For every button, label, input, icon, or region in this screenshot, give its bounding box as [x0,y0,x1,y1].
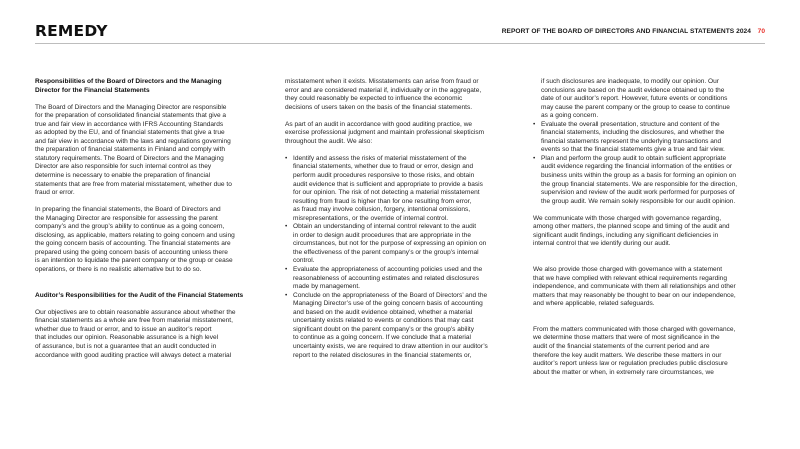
text-line: circumstances, but not for the purpose of expressing an opinion on [293,240,487,248]
text-line: auditor’s report unless law or regulation precludes public disclosure [533,360,728,368]
paragraph [533,326,764,377]
text-line: may cause the parent company or the group to cease to continue [541,103,730,111]
bullet-item [285,223,509,266]
text-line: that we have complied with relevant ethical requirements regarding [533,274,727,282]
bullet-icon: • [533,154,536,162]
text-line: audit evidence regarding the financial information of the entities or [541,163,733,171]
text-line: business units within the group as a basis for forming an opinion on [541,172,737,180]
text-line: conclusions are based on the audit evidence obtained up to the [541,86,725,94]
text-line: Director are also responsible for such internal control as they [35,163,212,171]
text-line: financial statements, including the disclosures, and whether the [541,129,725,137]
text-line: they could reasonably be expected to influence the economic [285,95,463,103]
text-line: Plan and perform the group audit to obtain sufficient appropriate [541,154,727,162]
text-line: Director for the Financial Statements [35,86,150,94]
text-line: independence, and communicate with them all relationships and other [533,283,736,291]
paragraph [533,215,764,249]
spacer [35,95,265,104]
text-line: and based on the audit evidence obtained, whether a material [293,308,473,316]
text-column-left [35,78,265,360]
text-line: misstatement when it exists. Misstatements can arise from fraud or [285,78,479,85]
section-heading [35,78,265,95]
paragraph [533,266,764,309]
paragraph [35,104,265,198]
text-line: resulting from fraud is higher than for one resulting from error, [293,197,472,205]
spacer [35,283,265,292]
text-line: In preparing the financial statements, the Board of Directors and [35,206,221,214]
text-line: report to the related disclosures in the financial statements or, [293,351,472,359]
bullet-icon: • [533,120,536,128]
text-line: uncertainty exists, we are required to draw attention in our auditor’s [293,342,488,350]
text-line: as fraud may involve collusion, forgery, intentional omissions, [293,206,471,214]
text-line: made by management. [293,283,360,291]
spacer [533,257,764,266]
text-line: statutory requirements. The Board of Directors and the Managing [35,154,224,162]
text-line: statements that are free from material misstatement, whether due to [35,180,232,188]
spacer [35,198,265,207]
text-line: throughout the audit. We also: [285,137,373,145]
text-line: Conclude on the appropriateness of the Board of Directors’ and the [293,291,488,299]
text-line: prepared using the going concern basis of accounting unless there [35,248,228,256]
text-column-middle [285,78,509,360]
text-line: true and fair view in accordance with IFRS Accounting Standards [35,120,224,128]
bullet-item [285,266,509,292]
spacer [533,249,764,258]
text-line: Responsibilities of the Board of Directors and the Managing [35,78,222,85]
report-title: REPORT OF THE BOARD OF DIRECTORS AND FINANCIAL STATEMENTS 2024 [501,28,751,35]
text-line: accordance with good auditing practice will always detect a material [35,351,232,359]
text-line: Managing Director’s use of the going concern basis of accounting [293,300,483,308]
page-header [35,20,765,44]
text-line: error and are considered material if, individually or in the aggregate, [285,86,482,94]
text-line: From the matters communicated with those charged with governance, [533,325,736,333]
text-line: control. [293,257,315,265]
text-line: the Managing Director are responsible for assessing the parent [35,214,218,222]
paragraph [35,309,265,360]
text-line: whether due to fraud or error, and to issue an auditor’s report [35,325,212,333]
bullet-continuation [533,78,764,121]
spacer [533,309,764,318]
text-line: of assurance, but is not a guarantee that an audit conducted in [35,342,217,350]
text-line: in order to design audit procedures that are appropriate in the [293,231,471,239]
text-line: financial statements represent the underlying transactions and [541,137,722,145]
spacer [533,317,764,326]
text-line: exercise professional judgment and maintain professional skepticism [285,129,485,137]
text-line: audit evidence that is sufficient and appropriate to provide a basis [293,180,483,188]
bullet-item [533,121,764,155]
text-line: financial statements, whether due to fraud or error, design and [293,163,474,171]
text-line: the group audit. We remain solely responsible for our audit opinion. [541,197,736,205]
text-line: and where applicable, related safeguards. [533,300,655,308]
text-line: financial statements as a whole are free from material misstatement, [35,317,233,325]
text-line: significant audit findings, including any significant deficiencies in [533,231,719,239]
text-line: Auditor’s Responsibilities for the Audit of the Financial Statements [35,291,244,299]
text-line: among other matters, the planned scope and timing of the audit and [533,223,730,231]
text-line: audit of the financial statements of the current period and are [533,342,710,350]
text-line: Our objectives are to obtain reasonable assurance about whether the [35,308,236,316]
bullet-item [285,292,509,360]
text-line: therefore the key audit matters. We describe these matters in our [533,351,722,359]
text-line: to continue as a going concern. If we conclude that a material [293,334,471,342]
text-line: that includes our opinion. Reasonable assurance is a high level [35,334,219,342]
company-logo: REMEDY [35,22,108,40]
paragraph [285,78,509,112]
text-line: significant doubt on the parent company’s or the group’s ability [293,325,475,333]
text-line: matters that may reasonably be thought to bear on our independence, [533,291,736,299]
text-line: we determine those matters that were of most significance in the [533,334,720,342]
text-line: disclosing, as applicable, matters relating to going concern and using [35,231,235,239]
text-line: decisions of users taken on the basis of the financial statements. [285,103,473,111]
text-line: for our opinion. The risk of not detecting a material misstatement [293,189,480,197]
text-line: Evaluate the overall presentation, structure and content of the [541,120,720,128]
text-line: and fair view in accordance with the laws and regulations governing [35,137,231,145]
paragraph [35,206,265,274]
text-line: supervision and review of the audit work performed for purposes of [541,189,735,197]
text-line: perform audit procedures responsive to those risks, and obtain [293,172,475,180]
spacer [285,112,509,121]
header-divider [35,43,765,44]
text-line: operations, or there is no realistic alternative but to do so. [35,266,202,274]
text-line: internal control that we identify during our audit. [533,240,671,248]
text-line: the effectiveness of the parent company’s or the group’s internal [293,248,479,256]
text-line: the group financial statements. We are responsible for the direction, [541,180,738,188]
bullet-item [285,155,509,223]
text-line: about the matter or when, in extremely rare circumstances, we [533,368,714,376]
text-line: We also provide those charged with governance with a statement [533,266,723,274]
page-number: 70 [757,28,765,35]
text-column-right [533,78,764,377]
text-line: reasonableness of accounting estimates and related disclosures [293,274,479,282]
text-line: company’s and the group’s ability to continue as a going concern, [35,223,225,231]
text-line: events so that the financial statements give a true and fair view. [541,146,725,154]
bullet-list [285,155,509,360]
spacer [285,146,509,155]
paragraph [285,121,509,147]
text-line: date of our auditor’s report. However, future events or conditions [541,95,728,103]
spacer [533,206,764,215]
bullet-icon: • [285,223,288,231]
text-line: uncertainty exists related to events or conditions that may cast [293,317,474,325]
text-line: Identify and assess the risks of material misstatement of the [293,154,467,162]
text-line: Obtain an understanding of internal control relevant to the audit [293,223,477,231]
text-line: as adopted by the EU, and of financial statements that give a true [35,129,225,137]
text-line: if such disclosures are inadequate, to modify our opinion. Our [541,78,719,85]
text-line: is an intention to liquidate the parent company or the group or cease [35,257,233,265]
text-line: The Board of Directors and the Managing Director are responsible [35,103,227,111]
text-line: Evaluate the appropriateness of accounting policies used and the [293,266,483,274]
text-line: determine is necessary to enable the preparation of financial [35,172,211,180]
text-line: for the preparation of consolidated financial statements that give a [35,112,227,120]
paragraph [533,78,764,121]
section-heading [35,292,265,301]
spacer [35,300,265,309]
text-line: as a going concern. [541,112,599,120]
bullet-icon: • [285,291,288,299]
bullet-icon: • [285,266,288,274]
text-line: the preparation of financial statements in Finland and comply with [35,146,225,154]
text-line: As part of an audit in accordance with good auditing practice, we [285,120,473,128]
bullet-item [533,155,764,206]
text-line: the going concern basis of accounting. The financial statements are [35,240,231,248]
spacer [35,275,265,284]
text-line: misrepresentations, or the override of internal control. [293,214,449,222]
text-line: fraud or error. [35,189,75,197]
bullet-icon: • [285,154,288,162]
text-line: We communicate with those charged with governance regarding, [533,214,722,222]
bullet-list [533,121,764,206]
